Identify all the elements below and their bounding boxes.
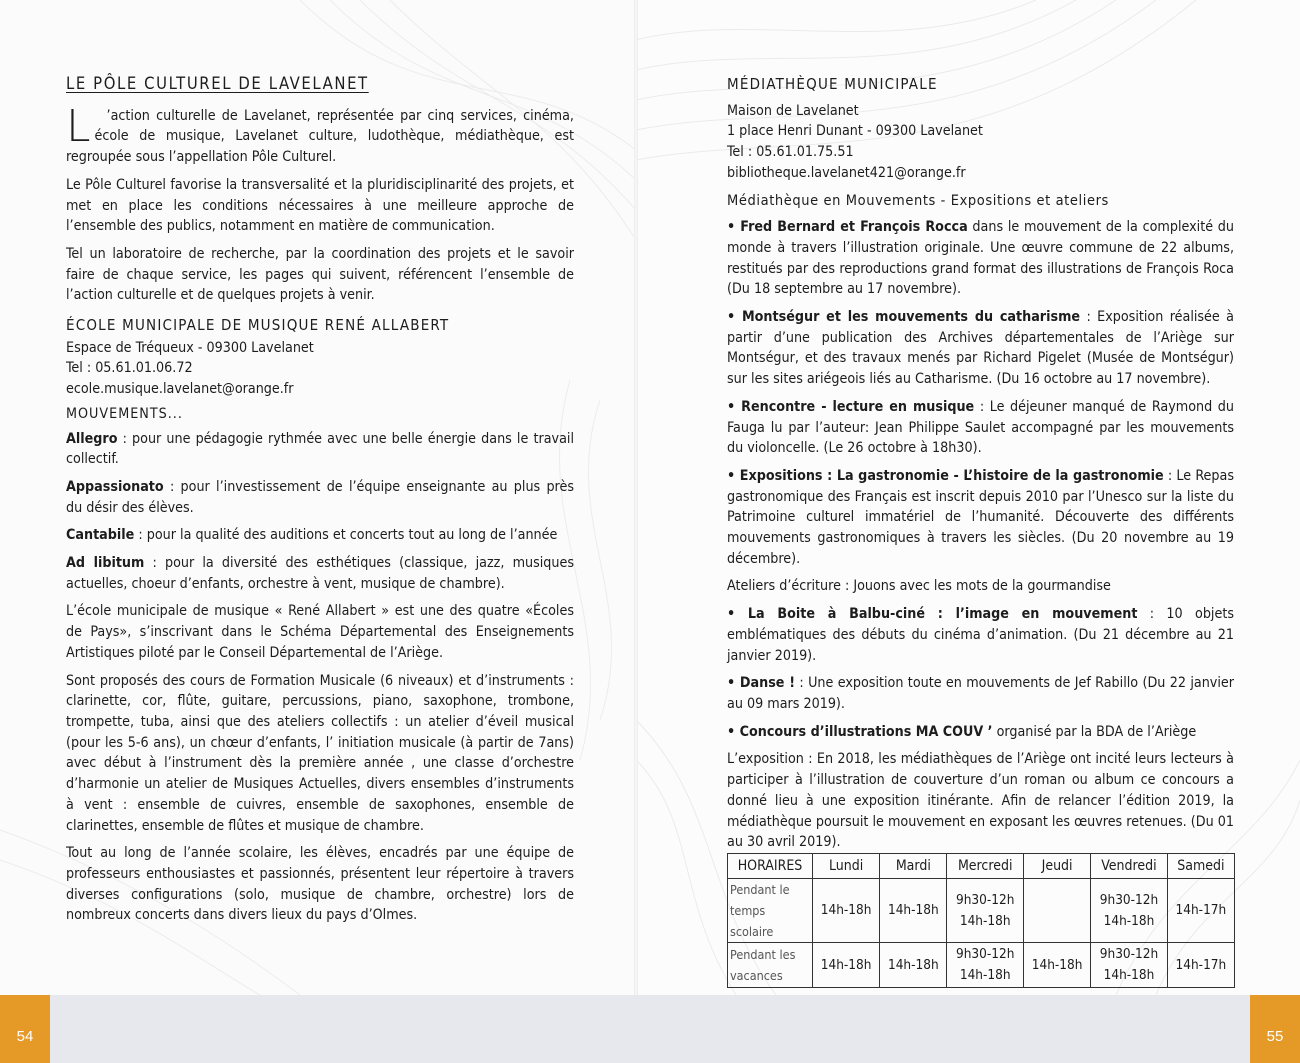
table-cell: 14h-18h xyxy=(813,943,880,988)
mediatheque-contact xyxy=(727,101,1234,184)
mouvement-item: Cantabile : pour la qualité des auditions et concerts tout au long de l’année xyxy=(66,527,558,544)
table-cell: 9h30-12h 14h-18h xyxy=(947,943,1024,988)
right-column xyxy=(727,74,1234,860)
drop-cap: L xyxy=(66,100,91,152)
table-cell: 14h-17h xyxy=(1167,943,1234,988)
paragraph-concerts: Tout au long de l’année scolaire, les élèves, encadrés par une équipe de professeurs enthousiastes et passionnés, présentent leur répertoire à travers diverses configurations (solo, musique de chambre, orchestre) lors de nombreux concerts dans divers lieux du pays d’Olmes. xyxy=(66,845,574,924)
mediatheque-address-2: 1 place Henri Dunant - 09300 Lavelanet xyxy=(727,123,983,140)
table-cell: 9h30-12h 14h-18h xyxy=(947,879,1024,943)
table-cell: 14h-18h xyxy=(1023,943,1090,988)
table-cell: 9h30-12h 14h-18h xyxy=(1091,943,1168,988)
mouvements-subtitle: MOUVEMENTS... xyxy=(66,405,183,422)
ecole-contact xyxy=(66,338,574,400)
exposition-item: • La Boite à Balbu-ciné : l’image en mouvement : 10 objets emblématiques des débuts du cinéma d’animation. (Du 21 décembre au 21 janvier 2019). xyxy=(727,606,1234,664)
mouvement-item: Appassionato : pour l’investissement de l’équipe enseignante au plus près du désir des élèves. xyxy=(66,478,574,516)
mediatheque-address-1: Maison de Lavelanet xyxy=(727,102,859,119)
row-label: Pendant le temps scolaire xyxy=(728,879,813,943)
page-number-right: 55 xyxy=(1250,995,1300,1063)
paragraph-ecole-de-pays: L’école municipale de musique « René Allabert » est une des quatre «Écoles de Pays», s’inscrivant dans le Schéma Départemental des Enseignements Artistiques piloté par le Conseil Départemental de l’Ariège. xyxy=(66,603,574,661)
table-cell: 9h30-12h 14h-18h xyxy=(1091,879,1168,943)
ecole-musique-title: ÉCOLE MUNICIPALE DE MUSIQUE RENÉ ALLABERT xyxy=(66,316,450,335)
header-mercredi: Mercredi xyxy=(947,854,1024,879)
table-cell: 14h-17h xyxy=(1167,879,1234,943)
table-header-row xyxy=(728,854,1235,879)
exposition-item: • Expositions : La gastronomie - L’histoire de la gastronomie : Le Repas gastronomique des Français est inscrit depuis 2010 par l’Unesco sur la liste du Patrimoine culturel immatériel de l’humanité. Découverte des différents mouvements gastronomiques à travers les siècles. (Du 20 novembre au 19 décembre). xyxy=(727,467,1234,567)
header-lundi: Lundi xyxy=(813,854,880,879)
expositions-subtitle: Médiathèque en Mouvements - Expositions et ateliers xyxy=(727,192,1109,209)
page-number-left: 54 xyxy=(0,995,50,1063)
table-cell xyxy=(1023,879,1090,943)
paragraph-exposition: L’exposition : En 2018, les médiathèques de l’Ariège ont incité leurs lecteurs à participer à l’illustration de couverture d’un roman ou album ce concours a donné lieu à une exposition itinérante. Afin de relancer l’édition 2019, la médiathèque poursuit le mouvement en exposant les œuvres retenues. (Du 01 au 30 avril 2019). xyxy=(727,751,1234,851)
header-vendredi: Vendredi xyxy=(1091,854,1168,879)
exposition-item: • Concours d’illustrations MA COUV ’ organisé par la BDA de l’Ariège xyxy=(727,723,1197,740)
table-row xyxy=(728,943,1235,988)
table-cell: 14h-18h xyxy=(880,943,947,988)
table-cell: 14h-18h xyxy=(880,879,947,943)
atelier-item: Ateliers d’écriture : Jouons avec les mots de la gourmandise xyxy=(727,578,1111,595)
book-spine xyxy=(634,0,638,995)
intro-text: ’action culturelle de Lavelanet, représentée par cinq services, cinéma, école de musique, Lavelanet culture, ludothèque, médiathèque, est regroupée sous l’appellation Pôle Culturel. xyxy=(66,107,574,166)
pole-culturel-title: LE PÔLE CULTUREL DE LAVELANET xyxy=(66,74,369,93)
ecole-address: Espace de Tréqueux - 09300 Lavelanet xyxy=(66,339,314,356)
footer-band xyxy=(0,995,1300,1063)
row-label: Pendant les vacances xyxy=(728,943,813,988)
exposition-item: • Montségur et les mouvements du catharisme : Exposition réalisée à partir d’une publication des Archives départementales de l’Ariège sur Montségur, et des travaux menés par Richard Pigelet (Musée de Montségur) sur les sites ariégeois liés au Catharisme. (Du 16 octobre au 17 novembre). xyxy=(727,309,1234,388)
intro-paragraph xyxy=(66,100,574,168)
horaires-table xyxy=(727,853,1235,988)
exposition-item: • Danse ! : Une exposition toute en mouvements de Jef Rabillo (Du 22 janvier au 09 mars 2019). xyxy=(727,675,1234,712)
exposition-item: • Rencontre - lecture en musique : Le déjeuner manqué de Raymond du Fauga lu par l’auteur: Jean Philippe Saulet accompagné par les mouvements du violoncelle. (Le 26 octobre à 18h30). xyxy=(727,398,1235,457)
mediatheque-email[interactable]: bibliotheque.lavelanet421@orange.fr xyxy=(727,164,966,181)
mediatheque-tel: Tel : 05.61.01.75.51 xyxy=(727,144,854,161)
exposition-item: • Fred Bernard et François Rocca dans le mouvement de la complexité du monde à travers l’illustration originale. Une œuvre commune de 22 albums, restitués par des reproductions grand format des illustrations de François Roca (Du 18 septembre au 17 novembre). xyxy=(727,219,1235,298)
header-mardi: Mardi xyxy=(880,854,947,879)
left-column xyxy=(66,74,574,933)
mouvement-item: Ad libitum : pour la diversité des esthétiques (classique, jazz, musiques actuelles, choeur d’enfants, orchestre à vent, musique de chambre). xyxy=(66,555,574,592)
paragraph-laboratoire: Tel un laboratoire de recherche, par la coordination des projets et le savoir faire de chaque service, les pages qui suivent, référencent l’ensemble de l’action culturelle et de quelques projets à venir. xyxy=(66,245,574,304)
mediatheque-title: MÉDIATHÈQUE MUNICIPALE xyxy=(727,75,938,93)
paragraph-cours: Sont proposés des cours de Formation Musicale (6 niveaux) et d’instruments : clarinette, cor, flûte, guitare, percussions, piano, saxophone, trombone, trompette, tuba, ainsi que des ateliers collectifs : un atelier d’éveil musical (pour les 5-6 ans), un chœur d’enfants, l’ initiation musicale (à partir de 7ans) avec début à l’instrument dès la première année , une classe d’orchestre d’harmonie un atelier de Musiques Actuelles, divers ensembles d’instruments à vent : ensemble de cuivres, ensemble de saxophones, ensemble de clarinettes, ensemble de flûtes et musique de chambre. xyxy=(66,672,574,834)
paragraph-transversalite: Le Pôle Culturel favorise la transversalité et la pluridisciplinarité des projets, et met en place les conditions nécessaires à une meilleure approche de l’ensemble des publics, notamment en matière de communication. xyxy=(66,176,574,235)
header-horaires: HORAIRES xyxy=(728,854,813,879)
ecole-email[interactable]: ecole.musique.lavelanet@orange.fr xyxy=(66,381,294,398)
table-row xyxy=(728,879,1235,943)
ecole-tel: Tel : 05.61.01.06.72 xyxy=(66,360,193,377)
header-jeudi: Jeudi xyxy=(1023,854,1090,879)
header-samedi: Samedi xyxy=(1167,854,1234,879)
mouvement-item: Allegro : pour une pédagogie rythmée avec une belle énergie dans le travail collectif. xyxy=(66,430,574,468)
table-cell: 14h-18h xyxy=(813,879,880,943)
